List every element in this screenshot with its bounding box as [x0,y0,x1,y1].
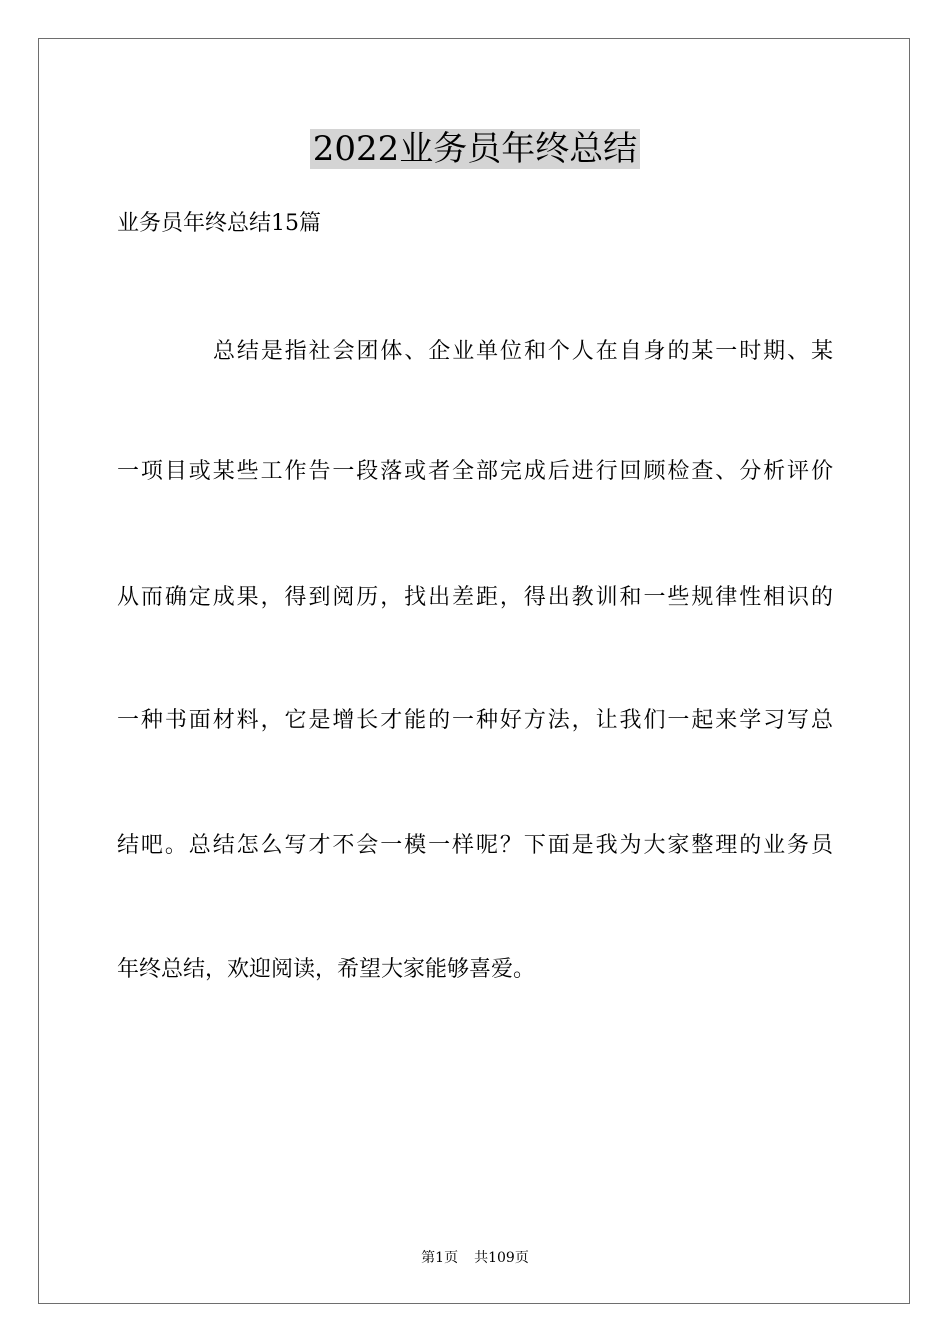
page-number-total: 共109页 [474,1250,529,1266]
document-title [0,126,950,172]
paragraph-line: 结吧。总结怎么写才不会一模一样呢？下面是我为大家整理的业务员 [117,833,833,858]
page-number-current: 第1页 [421,1250,459,1266]
paragraph-line: 总结是指社会团体、企业单位和个人在自身的某一时期、某 [213,339,833,364]
document-subtitle: 业务员年终总结15篇 [117,211,321,236]
paragraph-line: 一项目或某些工作告一段落或者全部完成后进行回顾检查、分析评价 [117,459,833,484]
paragraph-line: 从而确定成果，得到阅历，找出差距，得出教训和一些规律性相识的 [117,585,833,610]
paragraph-line: 一种书面材料，它是增长才能的一种好方法，让我们一起来学习写总 [117,708,833,733]
paragraph-line: 年终总结，欢迎阅读，希望大家能够喜爱。 [117,957,536,982]
document-title-text: 2022业务员年终总结 [310,129,641,169]
page-footer [0,1248,950,1268]
